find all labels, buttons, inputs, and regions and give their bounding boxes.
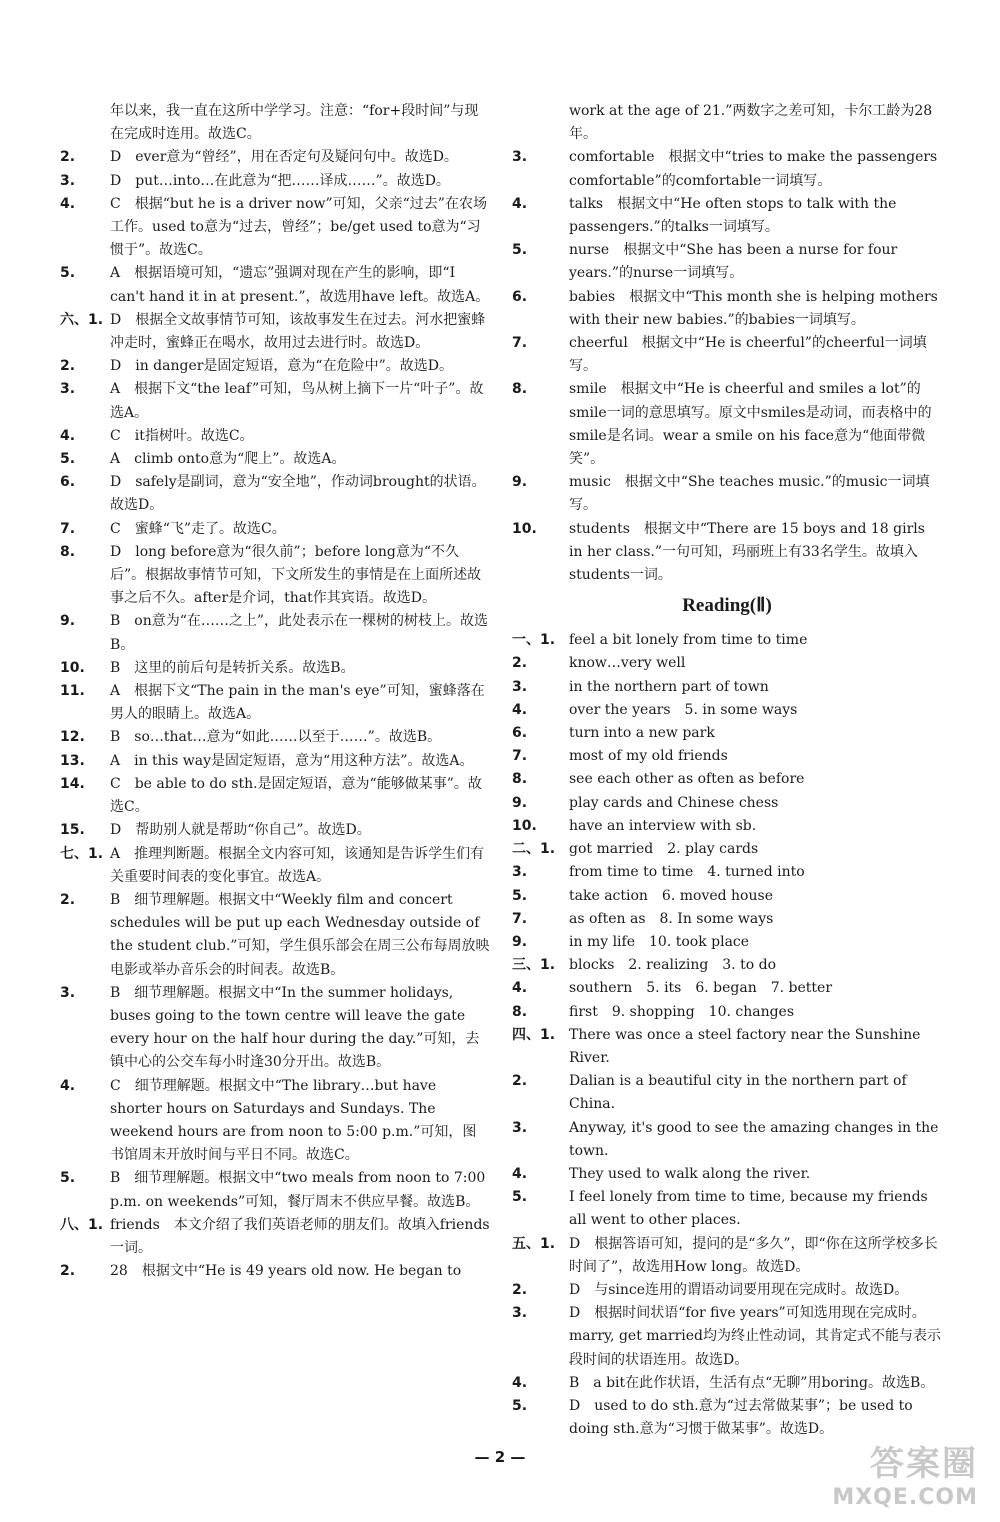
answer-text: first 9. shopping 10. changes — [569, 1003, 795, 1020]
answer-text: B a bit在此作状语，生活有点“无聊”用boring。故选B。 — [569, 1374, 935, 1391]
answer-number: 5. — [60, 1170, 76, 1187]
answer-number: 6. — [60, 474, 76, 491]
answer-item — [512, 518, 942, 588]
answer-number: 12. — [60, 729, 85, 746]
answer-number: 4. — [60, 1077, 76, 1094]
answer-item — [60, 262, 490, 308]
answer-item — [512, 378, 942, 471]
answer-text: know…very well — [569, 655, 686, 672]
answer-text: as often as 8. In some ways — [569, 910, 774, 927]
left-column — [60, 100, 490, 1283]
answer-text: blocks 2. realizing 3. to do — [569, 957, 776, 974]
answer-item — [512, 722, 942, 745]
answer-item — [60, 889, 490, 982]
answer-text: got married 2. play cards — [569, 841, 759, 858]
answer-item — [60, 1260, 490, 1283]
answer-number: 7. — [60, 520, 76, 537]
answer-text: I feel lonely from time to time, because my friends all went to other places. — [569, 1189, 928, 1229]
answer-number: 8. — [512, 381, 528, 398]
section-heading: Reading(Ⅱ) — [682, 595, 772, 617]
right-column — [512, 100, 942, 1441]
answer-item — [60, 773, 490, 819]
answer-number: 5. — [60, 451, 76, 468]
answer-number: 3. — [60, 172, 76, 189]
answer-number: 6. — [512, 288, 528, 305]
answer-text: comfortable 根据文中“tries to make the passengers comfortable”的comfortable一词填写。 — [569, 149, 938, 189]
watermark-site: MXQE.COM — [832, 1485, 978, 1510]
answer-number: 7. — [512, 748, 528, 765]
answer-text: They used to walk along the river. — [569, 1165, 811, 1182]
answer-text: A 根据下文“the leaf”可知，鸟从树上摘下一片“叶子”。故选A。 — [110, 381, 484, 421]
answer-item — [512, 239, 942, 285]
answer-text: A 根据语境可知，“遗忘”强调对现在产生的影响，即“I can't hand it in at present.”，故选用have left。故选A。 — [110, 265, 490, 305]
answer-text: play cards and Chinese chess — [569, 794, 779, 811]
answer-item — [512, 815, 942, 838]
answer-number: 四、1. — [512, 1026, 556, 1043]
answer-text: B 这里的前后句是转折关系。故选B。 — [110, 659, 355, 676]
answer-item — [60, 1167, 490, 1213]
answer-text: C be able to do sth.是固定短语，意为“能够做某事”。故选C。 — [110, 775, 482, 816]
answer-item — [60, 1214, 490, 1260]
answer-item — [512, 954, 942, 977]
answer-text: C 蜜蜂“飞”走了。故选C。 — [110, 520, 286, 537]
answer-number: 7. — [512, 335, 528, 352]
answer-text: southern 5. its 6. began 7. better — [569, 980, 833, 997]
answer-item — [512, 1302, 942, 1372]
answer-item — [512, 908, 942, 931]
answer-number: 10. — [60, 659, 85, 676]
answer-text: over the years 5. in some ways — [569, 701, 798, 718]
answer-item — [60, 425, 490, 448]
answer-text: C it指树叶。故选C。 — [110, 427, 254, 444]
answer-number: 6. — [512, 725, 528, 742]
answer-item — [512, 838, 942, 861]
answer-text: work at the age of 21.”两数字之差可知，卡尔工龄为28年。 — [569, 103, 933, 143]
answer-number: 15. — [60, 822, 85, 839]
answer-item — [512, 146, 942, 192]
answer-number: 3. — [512, 864, 528, 881]
answer-item — [512, 193, 942, 239]
answer-text: Anyway, it's good to see the amazing changes in the town. — [569, 1119, 939, 1159]
answer-item — [512, 1233, 942, 1279]
answer-item — [512, 1024, 942, 1070]
answer-number: 13. — [60, 752, 85, 769]
answer-text: A 推理判断题。根据全文内容可知，该通知是告诉学生们有关重要时间表的变化事宜。故选A。 — [110, 845, 485, 885]
answer-text: see each other as often as before — [569, 771, 805, 788]
answer-text: in the northern part of town — [569, 678, 769, 695]
answer-item — [60, 170, 490, 193]
answer-text: B 细节理解题。根据文中“Weekly film and concert schedules will be put up each Wednesday outside of the student club.”可知，学生俱乐部会在周三公布每周放映电影或举办音乐会的时间表。故选B。 — [110, 891, 490, 978]
answer-item — [512, 745, 942, 768]
watermark-logo: 答案圈 — [870, 1444, 978, 1484]
answer-item — [512, 1372, 942, 1395]
answer-item — [512, 931, 942, 954]
answer-number: 4. — [512, 195, 528, 212]
answer-text: nurse 根据文中“She has been a nurse for four years.”的nurse一词填写。 — [569, 242, 898, 282]
answer-number: 2. — [60, 891, 76, 908]
answer-number: 二、1. — [512, 841, 556, 858]
answer-text: C 细节理解题。根据文中“The library…but have shorter hours on Saturdays and Sundays. The weekend hours are from noon to 5:00 p.m.”可知，图书馆周末开放时间与平日不同。故选C。 — [110, 1077, 477, 1164]
answer-item — [512, 861, 942, 884]
answer-item — [512, 1117, 942, 1163]
answer-number: 八、1. — [60, 1216, 104, 1233]
answer-text: D 与since连用的谓语动词要用现在完成时。故选D。 — [569, 1281, 909, 1298]
answer-number: 3. — [512, 1305, 528, 1322]
answer-item — [60, 471, 490, 517]
answer-number: 11. — [60, 683, 85, 700]
answer-item — [60, 1075, 490, 1168]
answer-number: 8. — [512, 1003, 528, 1020]
answer-text: B 细节理解题。根据文中“two meals from noon to 7:00 p.m. on weekends”可知，餐厅周末不供应早餐。故选B。 — [110, 1170, 486, 1210]
right-items — [512, 100, 942, 587]
answer-number: 5. — [512, 1189, 528, 1206]
answer-item — [60, 726, 490, 749]
answer-item — [60, 982, 490, 1075]
answer-item — [60, 750, 490, 773]
answer-text: have an interview with sb. — [569, 817, 757, 834]
answer-text: music 根据文中“She teaches music.”的music一词填写。 — [569, 474, 930, 514]
answer-text: D in danger是固定短语，意为“在危险中”。故选D。 — [110, 358, 453, 375]
answer-text: feel a bit lonely from time to time — [569, 632, 808, 649]
answer-number: 9. — [512, 933, 528, 950]
answer-text: D 帮助别人就是帮助“你自己”。故选D。 — [110, 822, 371, 839]
answer-item — [512, 1279, 942, 1302]
answer-text: D 根据全文故事情节可知，该故事发生在过去。河水把蜜蜂冲走时，蜜蜂正在喝水，故用过去进行时。故选D。 — [110, 311, 486, 352]
right-items-2 — [512, 629, 942, 1441]
answer-item — [512, 286, 942, 332]
answer-number: 三、1. — [512, 957, 556, 974]
answer-item — [60, 657, 490, 680]
answer-number: 10. — [512, 520, 537, 537]
answer-item — [512, 885, 942, 908]
answer-number: 2. — [60, 149, 76, 166]
answer-number: 2. — [512, 655, 528, 672]
answer-number: 七、1. — [60, 845, 104, 862]
answer-number: 9. — [512, 474, 528, 491]
answer-item — [60, 378, 490, 424]
answer-item — [512, 792, 942, 815]
answer-number: 5. — [512, 1397, 528, 1414]
answer-number: 5. — [60, 265, 76, 282]
answer-text: D used to do sth.意为“过去常做某事”；be used to doing sth.意为“习惯于做某事”。故选D。 — [569, 1397, 913, 1438]
answer-number: 六、1. — [60, 311, 104, 328]
answer-item — [60, 355, 490, 378]
answer-item — [512, 652, 942, 675]
answer-number: 8. — [60, 543, 76, 560]
answer-text: Dalian is a beautiful city in the northern part of China. — [569, 1073, 907, 1113]
answer-item — [60, 518, 490, 541]
answer-item — [60, 541, 490, 611]
answer-text: in my life 10. took place — [569, 933, 750, 950]
answer-text: B on意为“在……之上”，此处表示在一棵树的树枝上。故选B。 — [110, 613, 489, 653]
answer-number: 4. — [512, 980, 528, 997]
answer-number: 5. — [512, 242, 528, 259]
answer-number: 2. — [512, 1281, 528, 1298]
answer-number: 2. — [512, 1073, 528, 1090]
page-number: — 2 — — [474, 1448, 526, 1466]
answer-number: 4. — [512, 701, 528, 718]
answer-item — [60, 193, 490, 263]
answer-number: 8. — [512, 771, 528, 788]
answer-number: 2. — [60, 1263, 76, 1280]
answer-text: D ever意为“曾经”，用在否定句及疑问句中。故选D。 — [110, 149, 458, 166]
answer-text: talks 根据文中“He often stops to talk with the passengers.”的talks一词填写。 — [569, 195, 897, 236]
answer-item — [512, 332, 942, 378]
answer-text: A climb onto意为“爬上”。故选A。 — [110, 451, 346, 468]
answer-item — [60, 680, 490, 726]
answer-item — [60, 100, 490, 146]
answer-number: 10. — [512, 817, 537, 834]
answer-item — [60, 309, 490, 355]
answer-text: D 根据答语可知，提问的是“多久”，即“你在这所学校多长时间了”，故选用How long。故选D。 — [569, 1235, 938, 1275]
answer-item — [60, 610, 490, 656]
answer-text: turn into a new park — [569, 725, 715, 742]
answer-number: 7. — [512, 910, 528, 927]
answer-text: B 细节理解题。根据文中“In the summer holidays, buses going to the town centre will leave the gate every hour on the half hour during the day.”可知，去镇中心的公交车每小时逢30分开出。故选B。 — [110, 984, 480, 1071]
answer-number: 一、1. — [512, 632, 556, 649]
answer-number: 4. — [512, 1374, 528, 1391]
answer-text: C 根据“but he is a driver now”可知，父亲“过去”在农场工作。used to意为“过去，曾经”；be/get used to意为“习惯于”。故选C。 — [110, 195, 487, 259]
answer-item — [512, 1070, 942, 1116]
answer-item — [512, 977, 942, 1000]
answer-text: There was once a steel factory near the Sunshine River. — [569, 1026, 921, 1066]
answer-number: 4. — [60, 195, 76, 212]
answer-item — [512, 1163, 942, 1186]
answer-number: 9. — [60, 613, 76, 630]
answer-text: smile 根据文中“He is cheerful and smiles a lot”的smile一词的意思填写。原文中smiles是动词，而表格中的smile是名词。wear a smile on his face意为“他面带微笑”。 — [569, 381, 932, 468]
answer-number: 9. — [512, 794, 528, 811]
answer-number: 4. — [512, 1165, 528, 1182]
answer-text: 28 根据文中“He is 49 years old now. He began to — [110, 1263, 462, 1280]
answer-item — [512, 768, 942, 791]
answer-number: 3. — [512, 678, 528, 695]
answer-text: most of my old friends — [569, 748, 728, 765]
answer-number: 5. — [512, 887, 528, 904]
answer-text: D 根据时间状语“for five years”可知选用现在完成时。marry, get married均为终止性动词，其肯定式不能与表示段时间的状语连用。故选D。 — [569, 1305, 942, 1368]
answer-item — [512, 471, 942, 517]
answer-text: D put…into…在此意为“把……译成……”。故选D。 — [110, 172, 450, 189]
answer-number: 2. — [60, 358, 76, 375]
answer-item — [512, 676, 942, 699]
answer-item — [512, 1395, 942, 1441]
answer-text: B so…that…意为“如此……以至于……”。故选B。 — [110, 729, 442, 746]
answer-text: students 根据文中“There are 15 boys and 18 girls in her class.”一句可知，玛丽班上有33名学生。故填入students一词。 — [569, 520, 925, 584]
answer-text: take action 6. moved house — [569, 887, 773, 904]
answer-item — [60, 843, 490, 889]
answer-text: A in this way是固定短语，意为“用这种方法”。故选A。 — [110, 752, 474, 769]
answer-item — [60, 146, 490, 169]
answer-number: 3. — [60, 984, 76, 1001]
answer-text: A 根据下文“The pain in the man's eye”可知，蜜蜂落在男人的眼睛上。故选A。 — [110, 683, 485, 723]
answer-number: 3. — [512, 1119, 528, 1136]
answer-item — [512, 1001, 942, 1024]
answer-number: 4. — [60, 427, 76, 444]
answer-item — [60, 819, 490, 842]
answer-text: 年以来，我一直在这所中学学习。注意：“for+段时间”与现在完成时连用。故选C。 — [110, 103, 479, 143]
answer-number: 3. — [60, 381, 76, 398]
answer-item — [512, 1186, 942, 1232]
answer-item — [512, 699, 942, 722]
answer-number: 3. — [512, 149, 528, 166]
answer-number: 14. — [60, 775, 85, 792]
answer-item — [60, 448, 490, 471]
answer-item — [512, 100, 942, 146]
answer-item — [512, 629, 942, 652]
answer-text: cheerful 根据文中“He is cheerful”的cheerful一词填写。 — [569, 335, 927, 375]
watermark — [832, 1436, 978, 1510]
answer-text: D long before意为“很久前”；before long意为“不久后”。根据故事情节可知，下文所发生的事情是在上面所述故事之后不久。after是介词，that作其宾语。故选D。 — [110, 543, 482, 607]
answer-text: friends 本文介绍了我们英语老师的朋友们。故填入friends一词。 — [110, 1216, 490, 1256]
answer-number: 五、1. — [512, 1235, 556, 1252]
answer-text: from time to time 4. turned into — [569, 864, 805, 881]
answer-text: babies 根据文中“This month she is helping mothers with their new babies.”的babies一词填写。 — [569, 288, 938, 328]
answer-text: D safely是副词，意为“安全地”，作动词brought的状语。故选D。 — [110, 474, 486, 514]
